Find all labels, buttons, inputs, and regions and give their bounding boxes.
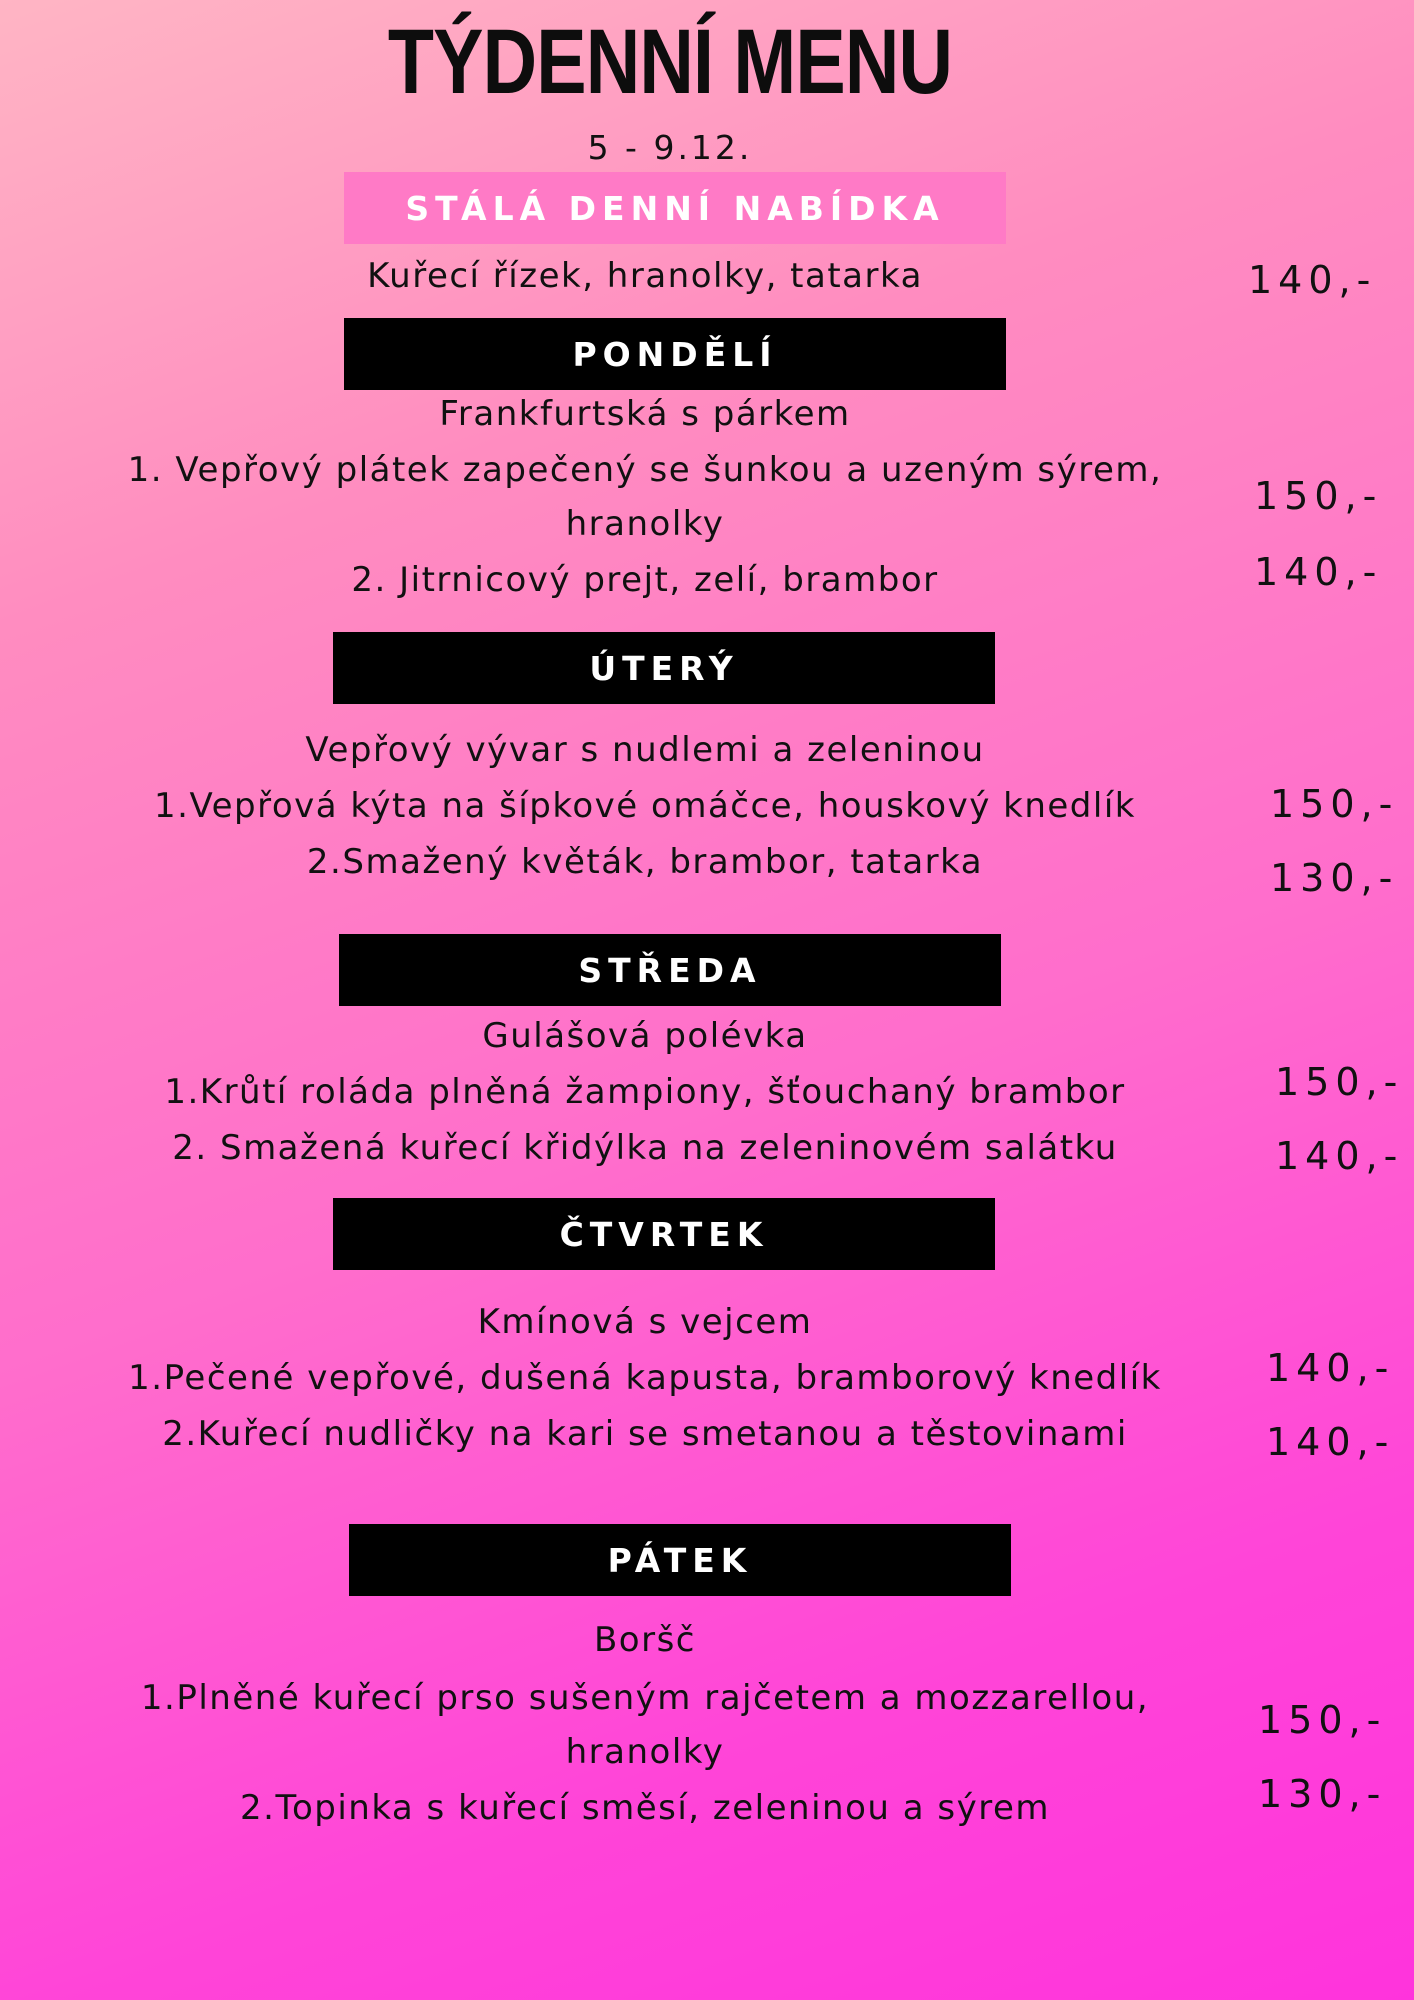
patek-item2: 2.Topinka s kuřecí směsí, zeleninou a sýrem	[240, 1788, 1050, 1828]
menu-dates: 5 - 9.12.	[587, 128, 753, 167]
pondeli-price1: 150,-	[1254, 474, 1383, 518]
patek-soup: Boršč	[593, 1620, 696, 1660]
streda-item1: 1.Krůtí roláda plněná žampiony, šťouchaný brambor	[164, 1072, 1126, 1112]
utery-item1: 1.Vepřová kýta na šípkové omáčce, houskový knedlík	[154, 786, 1136, 826]
utery-soup: Vepřový vývar s nudlemi a zeleninou	[305, 730, 985, 770]
stala-item: Kuřecí řízek, hranolky, tatarka	[367, 256, 923, 296]
ctvrtek-soup: Kmínová s vejcem	[477, 1302, 813, 1342]
pondeli-item1-line2: hranolky	[565, 504, 725, 544]
ctvrtek-item1: 1.Pečené vepřové, dušená kapusta, bramborový knedlík	[128, 1358, 1162, 1398]
pondeli-price2: 140,-	[1254, 550, 1383, 594]
utery-price2: 130,-	[1270, 856, 1399, 900]
ctvrtek-price2: 140,-	[1266, 1420, 1395, 1464]
utery-price1: 150,-	[1270, 782, 1399, 826]
utery-item2: 2.Smažený květák, brambor, tatarka	[306, 842, 984, 882]
section-heading-stala: STÁLÁ DENNÍ NABÍDKA	[344, 172, 1006, 244]
patek-price1: 150,-	[1258, 1698, 1387, 1742]
ctvrtek-item2: 2.Kuřecí nudličky na kari se smetanou a těstovinami	[162, 1414, 1128, 1454]
patek-item1-line1: 1.Plněné kuřecí prso sušeným rajčetem a mozzarellou,	[140, 1678, 1150, 1718]
streda-soup: Gulášová polévka	[482, 1016, 808, 1056]
section-heading-pondeli: PONDĚLÍ	[344, 318, 1006, 390]
pondeli-soup: Frankfurtská s párkem	[439, 394, 851, 434]
patek-item1-line2: hranolky	[565, 1732, 725, 1772]
section-heading-streda: STŘEDA	[339, 934, 1001, 1006]
streda-price1: 150,-	[1275, 1060, 1404, 1104]
menu-title: TÝDENNÍ MENU	[387, 11, 953, 113]
streda-price2: 140,-	[1275, 1134, 1404, 1178]
section-heading-utery: ÚTERÝ	[333, 632, 995, 704]
stala-price: 140,-	[1248, 258, 1377, 302]
patek-price2: 130,-	[1258, 1772, 1387, 1816]
section-heading-ctvrtek: ČTVRTEK	[333, 1198, 995, 1270]
pondeli-item2: 2. Jitrnicový prejt, zelí, brambor	[351, 560, 939, 600]
pondeli-item1-line1: 1. Vepřový plátek zapečený se šunkou a uzeným sýrem,	[127, 450, 1163, 490]
section-heading-patek: PÁTEK	[349, 1524, 1011, 1596]
ctvrtek-price1: 140,-	[1266, 1346, 1395, 1390]
streda-item2: 2. Smažená kuřecí křidýlka na zeleninovém salátku	[172, 1128, 1118, 1168]
